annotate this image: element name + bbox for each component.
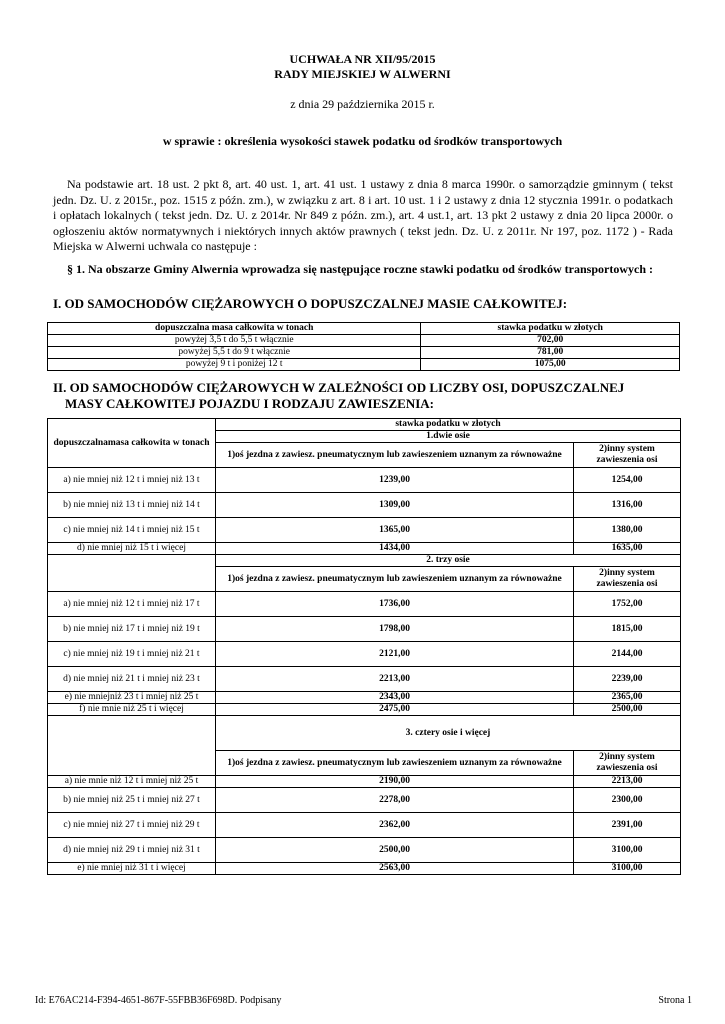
mass-cell: c) nie mniej niż 14 t i mniej niż 15 t (48, 518, 216, 543)
mass-cell: a) nie mnie niż 12 t i mniej niż 25 t (48, 776, 216, 788)
rate-pneumatic-cell: 1434,00 (216, 543, 574, 555)
rate-other-cell: 2391,00 (574, 813, 681, 838)
table-row (48, 863, 681, 875)
empty-cell (48, 716, 216, 776)
section2-heading-line2: MASY CAŁKOWITEJ POJAZDU I RODZAJU ZAWIESZENIA: (65, 395, 434, 411)
section1-table (47, 322, 680, 371)
section2-heading (53, 380, 673, 412)
section1-heading: I. OD SAMOCHODÓW CIĘŻAROWYCH O DOPUSZCZALNEJ MASIE CAŁKOWITEJ: (53, 296, 568, 311)
mass-cell: powyżej 3,5 t do 5,5 t włącznie (48, 335, 421, 347)
column-header-mass: dopuszczalna masa całkowita w tonach (48, 323, 421, 335)
rate-pneumatic-cell: 2475,00 (216, 704, 574, 716)
mass-cell: d) nie mniej niż 21 t i mniej niż 23 t (48, 667, 216, 692)
mass-cell: powyżej 9 t i poniżej 12 t (48, 359, 421, 371)
mass-cell: d) nie mniej niż 29 t i mniej niż 31 t (48, 838, 216, 863)
rate-cell: 1075,00 (421, 359, 680, 371)
column-header-other-suspension: 2)inny system zawieszenia osi (574, 751, 681, 776)
section2-table (47, 418, 681, 875)
table-header-row (48, 419, 681, 431)
mass-cell: c) nie mniej niż 27 t i mniej niż 29 t (48, 813, 216, 838)
document-subject: w sprawie : określenia wysokości stawek podatku od środków transportowych (162, 134, 563, 148)
table-row (48, 838, 681, 863)
mass-cell: d) nie mniej niż 15 t i więcej (48, 543, 216, 555)
rate-pneumatic-cell: 1798,00 (216, 617, 574, 642)
mass-cell: c) nie mniej niż 19 t i mniej niż 21 t (48, 642, 216, 667)
rate-other-cell: 1635,00 (574, 543, 681, 555)
rate-other-cell: 2213,00 (574, 776, 681, 788)
group-label-three-axles: 2. trzy osie (216, 555, 681, 567)
rate-pneumatic-cell: 2278,00 (216, 788, 574, 813)
table-row (48, 468, 681, 493)
rate-other-cell: 1254,00 (574, 468, 681, 493)
table-row (48, 335, 680, 347)
table-row (48, 592, 681, 617)
column-header-pneumatic: 1)oś jezdna z zawiesz. pneumatycznym lub zawieszeniem uznanym za równoważne (216, 567, 574, 592)
rate-other-cell: 1316,00 (574, 493, 681, 518)
rate-cell: 702,00 (421, 335, 680, 347)
table-row (48, 359, 680, 371)
mass-cell: a) nie mniej niż 12 t i mniej niż 17 t (48, 592, 216, 617)
rate-pneumatic-cell: 1365,00 (216, 518, 574, 543)
rate-pneumatic-cell: 1309,00 (216, 493, 574, 518)
rate-pneumatic-cell: 2213,00 (216, 667, 574, 692)
column-header-pneumatic: 1)oś jezdna z zawiesz. pneumatycznym lub zawieszeniem uznanym za równoważne (216, 751, 574, 776)
legal-basis-paragraph: Na podstawie art. 18 ust. 2 pkt 8, art. 40 ust. 1, art. 41 ust. 1 ustawy z dnia 8 marca 1990r. o samorządzie gminnym ( tekst jedn. Dz. U. z 2015r., poz. 1515 z późn. zm.), w związku z art. 8 i art. 10 ust. 1 i 2 ustawy z dnia 12 stycznia 1991r. o podatkach i opłatach lokalnych ( tekst jedn. Dz. U. z 2014r. Nr 849 z późn. zm.), art. 4 ust.1, art. 13 pkt 2 ustawy z dnia 20 lipca 2000r. o ogłoszeniu aktów normatywnych i niektórych innych aktów prawnych ( tekst jedn. Dz. U. z 2011r. Nr 197, poz. 1172 ) - Rada Miejska w Alwerni uchwala co następuje : (53, 177, 673, 254)
table-row (48, 518, 681, 543)
mass-cell: e) nie mniej niż 31 t i więcej (48, 863, 216, 875)
table-row (48, 692, 681, 704)
table-row (48, 347, 680, 359)
rate-other-cell: 2365,00 (574, 692, 681, 704)
table-row (48, 493, 681, 518)
mass-cell: b) nie mniej niż 25 t i mniej niż 27 t (48, 788, 216, 813)
document-date: z dnia 29 października 2015 r. (290, 97, 435, 111)
rate-pneumatic-cell: 2500,00 (216, 838, 574, 863)
table-row (48, 617, 681, 642)
rate-other-cell: 1752,00 (574, 592, 681, 617)
section2-heading-line1: II. OD SAMOCHODÓW CIĘŻAROWYCH W ZALEŻNOŚCI OD LICZBY OSI, DOPUSZCZALNEJ (53, 380, 625, 395)
rate-pneumatic-cell: 2362,00 (216, 813, 574, 838)
group-label-two-axles: 1.dwie osie (216, 431, 681, 443)
table-row (48, 813, 681, 838)
group-label-row (48, 555, 681, 567)
page-number: Strona 1 (658, 995, 692, 1006)
rate-other-cell: 1815,00 (574, 617, 681, 642)
rate-pneumatic-cell: 2343,00 (216, 692, 574, 704)
paragraph-1: § 1. Na obszarze Gminy Alwernia wprowadza się następujące roczne stawki podatku od środków transportowych : (67, 262, 654, 276)
table-row (48, 776, 681, 788)
rate-pneumatic-cell: 1239,00 (216, 468, 574, 493)
rate-pneumatic-cell: 2190,00 (216, 776, 574, 788)
rate-other-cell: 3100,00 (574, 863, 681, 875)
column-header-other-suspension: 2)inny system zawieszenia osi (574, 567, 681, 592)
document-title-line2: RADY MIEJSKIEJ W ALWERNI (274, 67, 451, 81)
rate-pneumatic-cell: 1736,00 (216, 592, 574, 617)
column-header-rate: stawka podatku w złotych (216, 419, 681, 431)
rate-other-cell: 1380,00 (574, 518, 681, 543)
rate-other-cell: 2500,00 (574, 704, 681, 716)
column-header-pneumatic: 1)oś jezdna z zawiesz. pneumatycznym lub zawieszeniem uznanym za równoważne (216, 443, 574, 468)
rate-other-cell: 2239,00 (574, 667, 681, 692)
document-id-footer: Id: E76AC214-F394-4651-867F-55FBB36F698D. Podpisany (35, 995, 282, 1006)
column-header-rate: stawka podatku w złotych (421, 323, 680, 335)
mass-cell: b) nie mniej niż 17 t i mniej niż 19 t (48, 617, 216, 642)
column-header-other-suspension: 2)inny system zawieszenia osi (574, 443, 681, 468)
rate-other-cell: 2144,00 (574, 642, 681, 667)
table-row (48, 667, 681, 692)
mass-cell: powyżej 5,5 t do 9 t włącznie (48, 347, 421, 359)
table-header-row (48, 323, 680, 335)
table-row (48, 704, 681, 716)
mass-cell: e) nie mniejniż 23 t i mniej niż 25 t (48, 692, 216, 704)
mass-cell: a) nie mniej niż 12 t i mniej niż 13 t (48, 468, 216, 493)
group-label-four-axles: 3. cztery osie i więcej (216, 716, 681, 751)
rate-pneumatic-cell: 2121,00 (216, 642, 574, 667)
table-row (48, 543, 681, 555)
mass-cell: f) nie mnie niż 25 t i więcej (48, 704, 216, 716)
mass-cell: b) nie mniej niż 13 t i mniej niż 14 t (48, 493, 216, 518)
table-row (48, 788, 681, 813)
rate-other-cell: 3100,00 (574, 838, 681, 863)
rate-other-cell: 2300,00 (574, 788, 681, 813)
empty-cell (48, 555, 216, 592)
rate-cell: 781,00 (421, 347, 680, 359)
document-title-line1: UCHWAŁA NR XII/95/2015 (289, 52, 436, 66)
group-label-row (48, 716, 681, 751)
column-header-mass: dopuszczalnamasa całkowita w tonach (48, 419, 216, 468)
rate-pneumatic-cell: 2563,00 (216, 863, 574, 875)
table-row (48, 642, 681, 667)
